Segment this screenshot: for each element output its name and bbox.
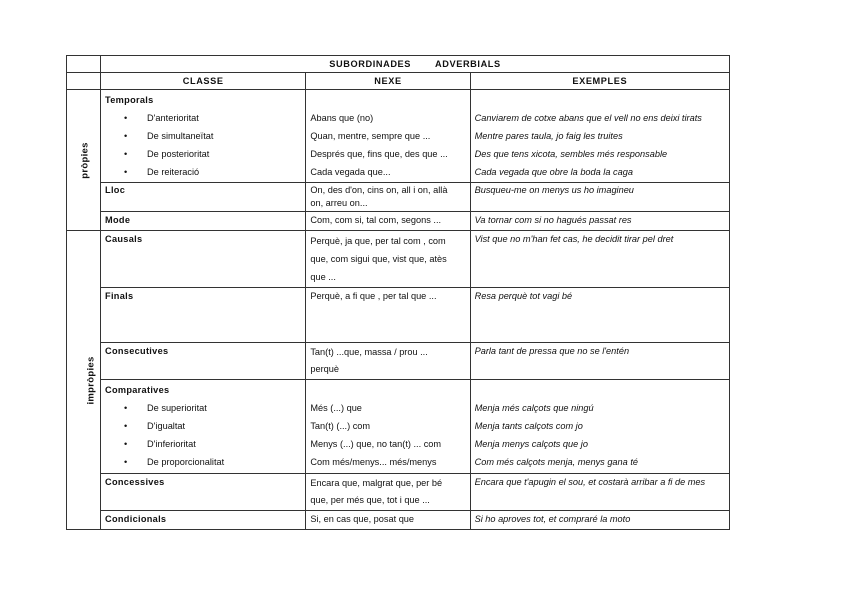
list-item [105,127,301,145]
bullet-icon: • [124,149,128,159]
cell-block [471,212,729,229]
cell-block [101,511,305,528]
concessives-exemples [470,474,729,511]
comparatives-items-0-exemple: Menja més calçots que ningú [474,403,594,413]
header-exemples: EXEMPLES [470,73,729,90]
causals-nexe2: que, com sigui que, vist que, atès [310,254,447,264]
title-part1: SUBORDINADES [329,59,412,69]
title-part2: ADVERBIALS [435,59,501,69]
consecutives-nexe2: perquè [310,364,339,374]
temporals-items-1-nexe: Quan, mentre, sempre que ... [310,131,431,141]
cell-block [471,183,729,198]
cell-block [101,183,305,198]
consecutives-label: Consecutives [105,346,169,356]
concessives-nexe [306,474,470,511]
cell-block [306,288,469,305]
finals-exemple: Resa perquè tot vagi bé [474,291,573,301]
cell-block [306,343,469,379]
list-item [105,145,301,163]
lloc-nexe1: On, des d'on, cins on, all i on, allà [310,185,448,195]
causals-nexe3: que ... [310,272,336,282]
comparatives-items-2-name: D'inferioritat [147,439,196,449]
cell-block [101,343,305,360]
table-title [101,56,730,73]
cell-block [306,511,469,528]
comparatives-items-0-nexe: Més (...) que [310,403,362,413]
temporals-cell [101,90,306,183]
condicionals-nexe: Si, en cas que, posat que [310,514,415,524]
comparatives-exemples [470,380,729,474]
condicionals-exemples [470,511,729,530]
group-propies [67,90,101,231]
cell-block [101,90,305,182]
lloc-nexe2: on, arreu on... [310,198,368,208]
mode-nexe [306,212,470,231]
cell-block [471,474,729,491]
consecutives-exemple: Parla tant de pressa que no se l'entén [474,346,630,356]
cell-block [471,511,729,528]
causals-nexe1: Perquè, ja que, per tal com , com [310,236,446,246]
comparatives-items-0-name: De superioritat [147,403,207,413]
bullet-icon: • [124,439,128,449]
cell-block [101,212,305,229]
mode-exemple: Va tornar com si no hagués passat res [474,215,632,225]
lloc-exemples [470,183,729,212]
comparatives-items-3-name: De proporcionalitat [147,457,225,467]
corner-cell [67,56,101,73]
group-impropies [67,231,101,530]
comparatives-items-2-nexe: Menys (...) que, no tan(t) ... com [310,439,442,449]
temporals-items-3-nexe: Cada vegada que... [310,167,391,177]
temporals-items-0-nexe: Abans que (no) [310,113,374,123]
header-nexe: NEXE [306,73,470,90]
causals-nexe [306,231,470,288]
cell-block [471,231,729,248]
temporals-items-1-exemple: Mentre pares taula, jo faig les truites [474,131,623,141]
bullet-icon: • [124,113,128,123]
cell-block [306,212,469,229]
cell-block [471,288,729,305]
finals-nexe [306,288,470,343]
cell-block [101,474,305,491]
groups-impropies: impròpies [85,355,97,405]
lloc-exemple: Busqueu-me on menys us ho imagineu [474,185,634,195]
condicionals-exemple: Si ho aproves tot, et compraré la moto [474,514,631,524]
cell-block [310,91,465,109]
finals-nexe: Perquè, a fi que , per tal que ... [310,291,437,301]
mode-label: Mode [105,215,131,225]
groups-propies: pròpies [79,141,91,179]
mode-nexe: Com, com si, tal com, segons ... [310,215,442,225]
comparatives-items-1-name: D'igualtat [147,421,186,431]
cell-block [471,343,729,360]
concessives-nexe1: Encara que, malgrat que, per bé [310,478,443,488]
mode-exemples [470,212,729,231]
causals-exemple: Vist que no m'han fet cas, he decidit tirar pel dret [474,234,674,244]
lloc-label: Lloc [105,185,126,195]
cell-block [306,231,469,287]
comparatives-label: Comparatives [105,385,170,395]
cell-block [471,380,729,472]
causals-cell [101,231,306,288]
causals-exemples [470,231,729,288]
temporals-exemples [470,90,729,183]
concessives-cell [101,474,306,511]
consecutives-nexe [306,343,470,380]
condicionals-label: Condicionals [105,514,167,524]
temporals-items-1-name: De simultaneïtat [147,131,214,141]
temporals-items-2-nexe: Després que, fins que, des que ... [310,149,448,159]
bullet-icon: • [124,421,128,431]
finals-label: Finals [105,291,134,301]
cell-block [306,474,469,510]
cell-block [475,381,725,399]
temporals-items-2-exemple: Des que tens xicota, sembles més responsable [474,149,668,159]
temporals-nexe [306,90,470,183]
list-item [105,163,301,181]
consecutives-cell [101,343,306,380]
temporals-items-0-exemple: Canviarem de cotxe abans que el vell no ens deixi tirats [474,113,702,123]
consecutives-exemples [470,343,729,380]
concessives-label: Concessives [105,477,165,487]
condicionals-nexe [306,511,470,530]
list-item [105,417,301,435]
condicionals-cell [101,511,306,530]
corner-cell-2 [67,73,101,90]
bullet-icon: • [124,131,128,141]
comparatives-items-3-nexe: Com més/menys... més/menys [310,457,437,467]
subordinades-table [66,55,730,530]
bullet-icon: • [124,403,128,413]
comparatives-items-1-nexe: Tan(t) (...) com [310,421,371,431]
lloc-cell [101,183,306,212]
temporals-items-0-name: D'anterioritat [147,113,199,123]
cell-block [101,288,305,305]
comparatives-cell [101,380,306,474]
cell-block [101,380,305,472]
cell-block [475,91,725,109]
concessives-nexe2: que, per més que, tot i que ... [310,495,430,505]
temporals-label: Temporals [105,95,154,105]
list-item [105,109,301,127]
temporals-items-3-exemple: Cada vegada que obre la boda la caga [474,167,633,177]
header-classe: CLASSE [101,73,306,90]
list-item [105,399,301,417]
finals-exemples [470,288,729,343]
comparatives-items-3-exemple: Com més calçots menja, menys gana té [474,457,638,467]
concessives-exemple: Encara que t'apugin el sou, et costarà arribar a fi de mes [474,477,706,487]
cell-block [306,380,469,472]
bullet-icon: • [124,457,128,467]
temporals-items-2-name: De posterioritat [147,149,210,159]
consecutives-nexe1: Tan(t) ...que, massa / prou ... [310,347,428,357]
bullet-icon: • [124,167,128,177]
lloc-nexe [306,183,470,212]
cell-block [310,381,465,399]
cell-block [101,231,305,248]
comparatives-items-1-exemple: Menja tants calçots com jo [474,421,583,431]
comparatives-items-2-exemple: Menja menys calçots que jo [474,439,588,449]
causals-label: Causals [105,234,143,244]
list-item [105,453,301,471]
mode-cell [101,212,306,231]
cell-block [471,90,729,182]
finals-cell [101,288,306,343]
temporals-items-3-name: De reiteració [147,167,200,177]
cell-block [306,90,469,182]
comparatives-nexe [306,380,470,474]
cell-block [306,183,469,211]
list-item [105,435,301,453]
